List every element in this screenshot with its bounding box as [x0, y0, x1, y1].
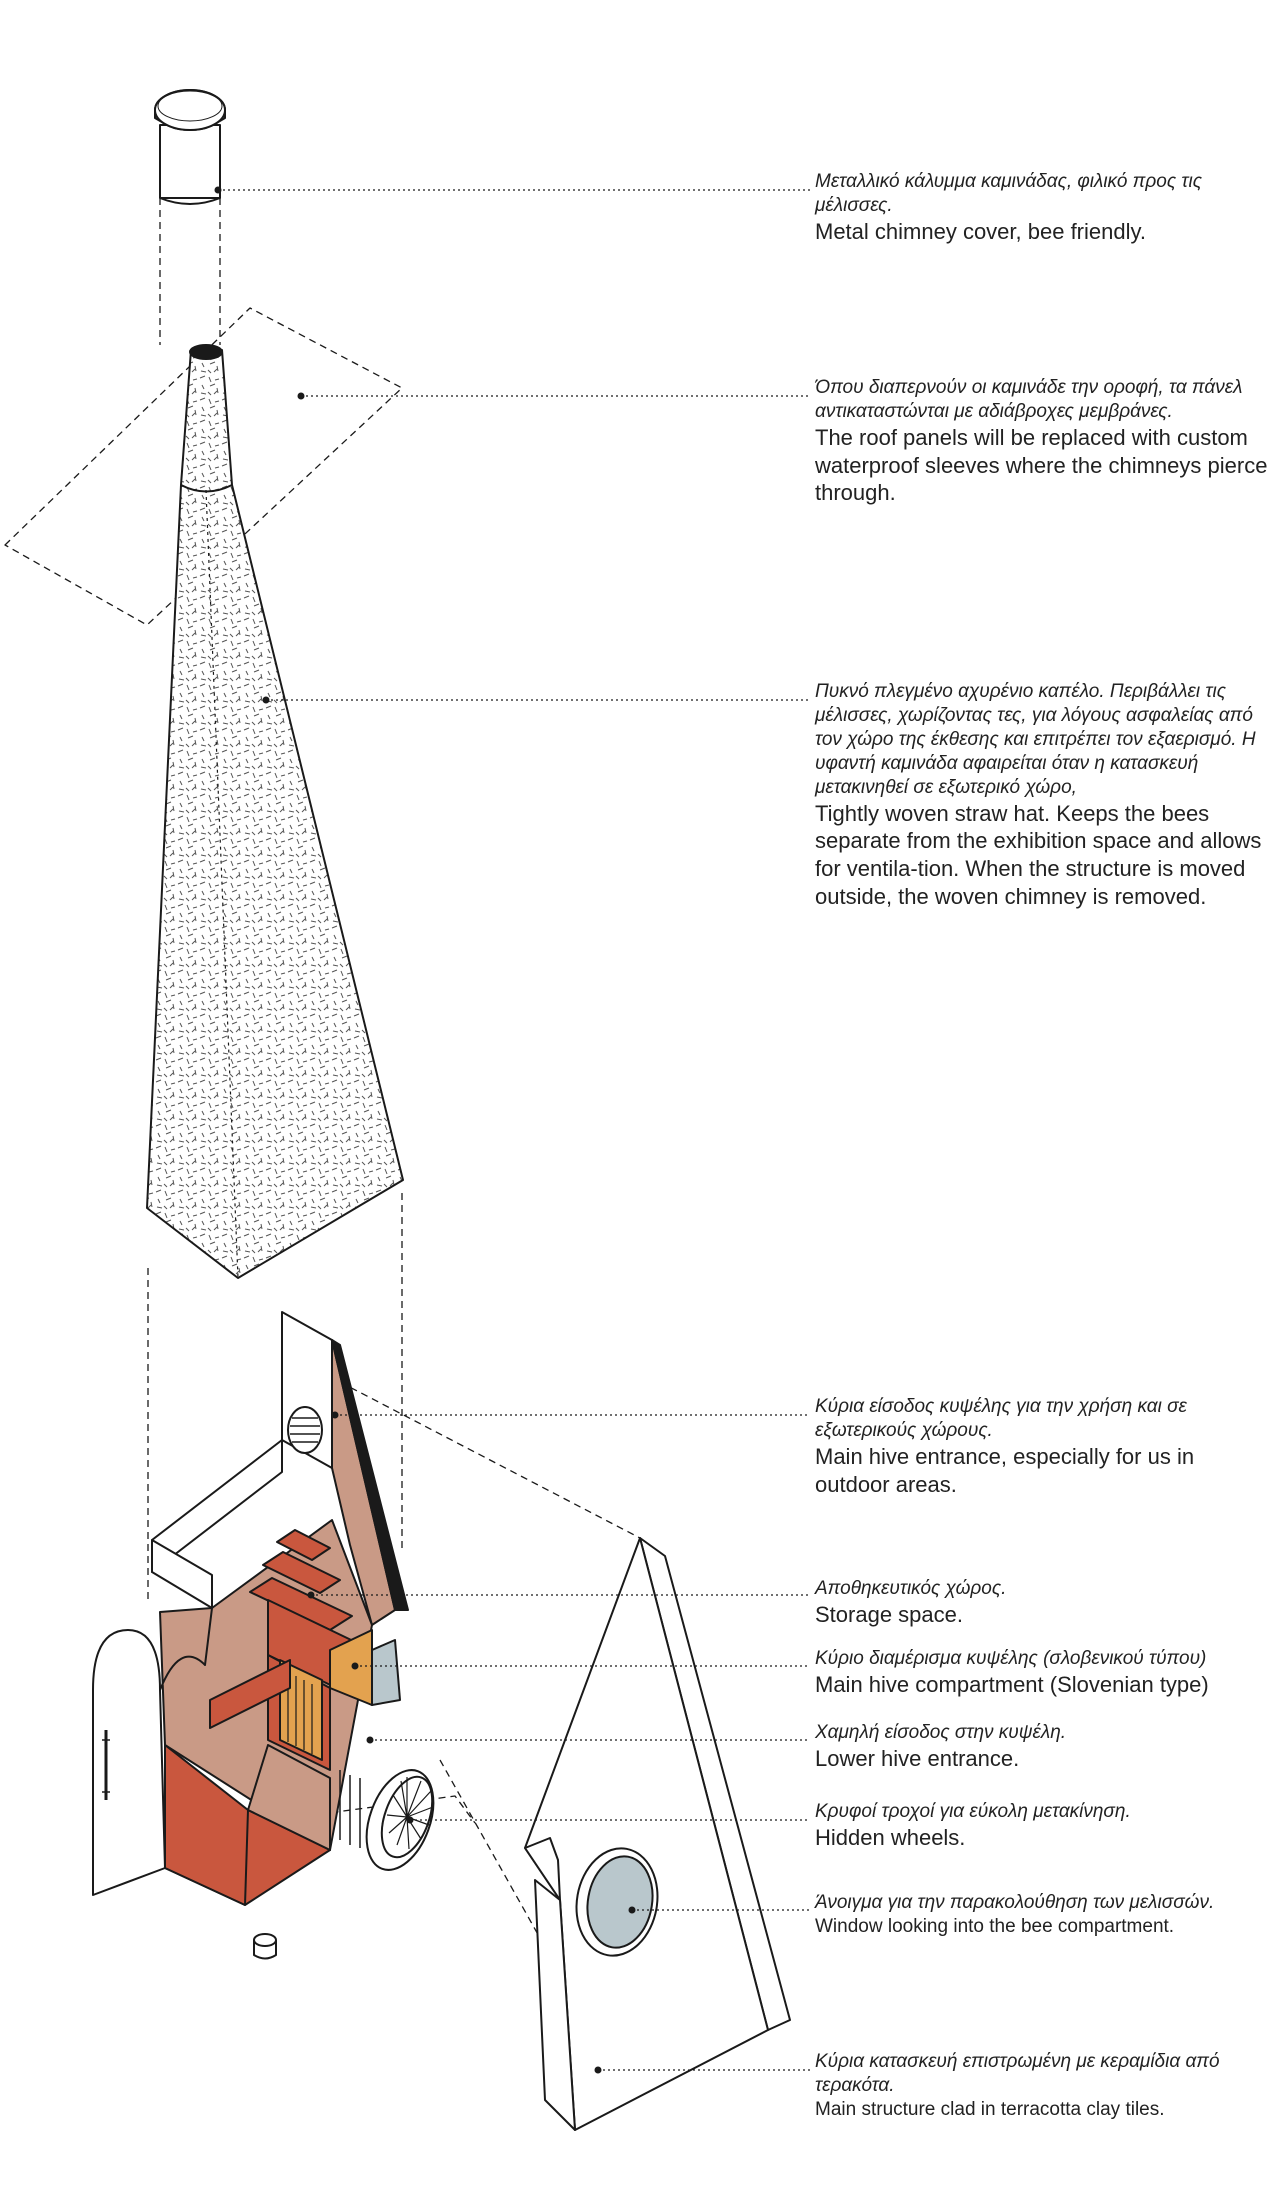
greek-text: Αποθηκευτικός χώρος. [815, 1578, 1007, 1599]
annotation-main-entrance [815, 1395, 1270, 1498]
english-text: The roof panels will be replaced with custom waterproof sleeves where the chimneys pierce through. [815, 424, 1268, 506]
english-text: Main hive entrance, especially for us in outdoor areas. [815, 1443, 1195, 1497]
english-text: Storage space. [815, 1601, 963, 1627]
annotation-hidden-wheels [815, 1800, 1270, 1852]
annotation-chimney-cover [815, 170, 1270, 246]
greek-text: Κύριο διαμέρισμα κυψέλης (σλοβενικού τύπου) [815, 1648, 1207, 1669]
english-text: Main structure clad in terracotta clay tiles. [815, 2098, 1165, 2120]
english-text: Main hive compartment (Slovenian type) [815, 1671, 1209, 1697]
english-text: Metal chimney cover, bee friendly. [815, 218, 1146, 244]
annotation-storage [815, 1577, 1270, 1629]
annotation-straw-hat [815, 680, 1270, 911]
english-text: Window looking into the bee compartment. [815, 1915, 1175, 1937]
annotation-hive-compartment [815, 1647, 1270, 1699]
front-panel [525, 1538, 790, 2130]
wheel [354, 1761, 446, 1879]
straw-chimney [147, 345, 403, 1278]
english-text: Lower hive entrance. [815, 1745, 1020, 1771]
english-text: Tightly woven straw hat. Keeps the bees separate from the exhibition space and allows for ventila-tion. When the structure is moved outside, the woven chimney is removed. [815, 800, 1262, 909]
annotation-terracotta-cladding [815, 2050, 1270, 2122]
english-text: Hidden wheels. [815, 1824, 966, 1850]
annotation-window [815, 1891, 1270, 1939]
annotation-lower-entrance [815, 1721, 1270, 1773]
hive-structure [93, 1312, 446, 1959]
annotation-roof-sleeves [815, 376, 1270, 507]
greek-text: Όπου διαπερνούν οι καμινάδε την οροφή, τα πάνελ αντικαταστώνται με αδιάβροχες μεμβράνες. [815, 377, 1243, 422]
greek-text: Κύρια κατασκευή επιστρωμένη με κεραμίδια από τερακότα. [815, 2051, 1220, 2096]
greek-text: Άνοιγμα για την παρακολούθηση των μελισσών. [815, 1892, 1215, 1913]
chimney-cover [155, 90, 225, 204]
greek-text: Πυκνό πλεγμένο αχυρένιο καπέλο. Περιβάλλει τις μέλισσες, χωρίζοντας τες, για λόγους ασφαλείας από τον χώρο της έκθεσης και επιτρέπει τον εξαερισμό. Η υφαντή καμινάδα αφαιρείται όταν η κατασκευή μετακινηθεί σε εξωτερικό χώρο, [815, 681, 1256, 798]
greek-text: Χαμηλή είσοδος στην κυψέλη. [815, 1722, 1067, 1743]
greek-text: Μεταλλικό κάλυμμα καμινάδας, φιλικό προς τις μέλισσες. [815, 171, 1202, 216]
greek-text: Κύρια είσοδος κυψέλης για την χρήση και σε εξωτερικούς χώρους. [815, 1396, 1187, 1441]
greek-text: Κρυφοί τροχοί για εύκολη μετακίνηση. [815, 1801, 1131, 1822]
